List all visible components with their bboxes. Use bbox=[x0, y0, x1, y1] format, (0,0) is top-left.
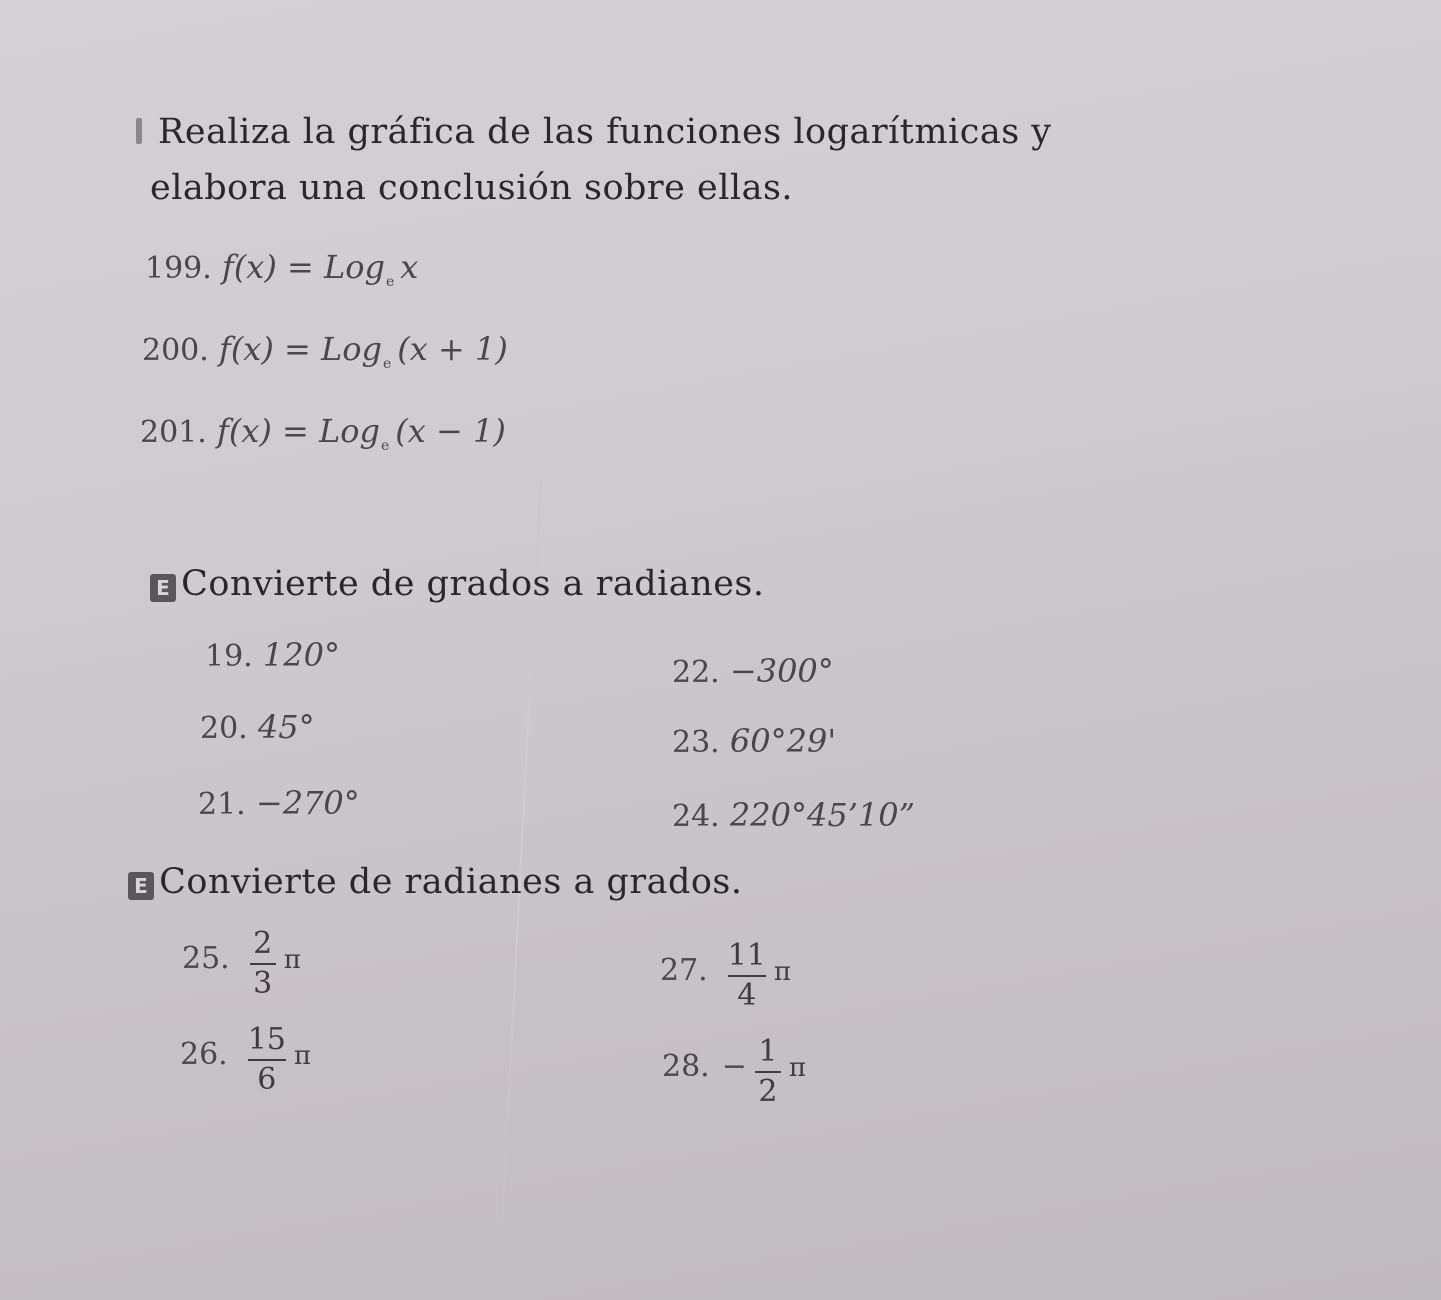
exercise-19 bbox=[205, 636, 340, 674]
exercise-number: 28. bbox=[662, 1049, 710, 1084]
exercise-number: 20. bbox=[200, 711, 248, 746]
sign: − bbox=[721, 1049, 747, 1084]
fraction bbox=[755, 1036, 781, 1107]
exercise-200 bbox=[142, 330, 508, 372]
exercise-number: 201. bbox=[140, 415, 207, 450]
angle-value: 60°29' bbox=[729, 722, 837, 760]
exercise-24 bbox=[672, 796, 915, 834]
exercise-28 bbox=[662, 1036, 806, 1107]
exercise-number: 26. bbox=[180, 1037, 228, 1072]
angle-value: 220°45’10” bbox=[729, 796, 915, 834]
section-badge: E bbox=[150, 574, 176, 602]
function-arg: (x + 1) bbox=[397, 330, 508, 368]
exercise-199 bbox=[145, 248, 418, 290]
fraction-bar bbox=[755, 1071, 781, 1073]
exercise-number: 200. bbox=[142, 333, 209, 368]
denominator: 4 bbox=[737, 977, 757, 1013]
exercise-20 bbox=[200, 708, 315, 746]
pi-symbol: π bbox=[788, 1053, 806, 1083]
denominator: 2 bbox=[758, 1073, 778, 1109]
function-lhs: f(x) = Log bbox=[218, 330, 382, 368]
exercise-number: 23. bbox=[672, 725, 720, 760]
exercise-number: 199. bbox=[145, 251, 212, 286]
fraction-bar bbox=[250, 963, 276, 965]
pi-symbol: π bbox=[283, 945, 301, 975]
exercise-201 bbox=[140, 412, 506, 454]
numerator: 1 bbox=[758, 1034, 778, 1069]
log-base: e bbox=[385, 274, 395, 290]
pi-symbol: π bbox=[293, 1041, 311, 1071]
denominator: 6 bbox=[257, 1061, 277, 1097]
rad-to-deg-heading bbox=[128, 862, 743, 902]
log-instruction-line2: elabora una conclusión sobre ellas. bbox=[150, 168, 794, 208]
log-base: e bbox=[382, 356, 392, 372]
exercise-21 bbox=[198, 784, 360, 822]
section-badge: E bbox=[128, 872, 154, 900]
exercise-number: 27. bbox=[660, 953, 708, 988]
angle-value: 120° bbox=[262, 636, 340, 674]
section-marker bbox=[136, 118, 142, 144]
exercise-number: 25. bbox=[182, 941, 230, 976]
function-lhs: f(x) = Log bbox=[216, 412, 380, 450]
rad-to-deg-instruction: Convierte de radianes a grados. bbox=[159, 862, 743, 902]
function-lhs: f(x) = Log bbox=[221, 248, 385, 286]
function-arg: (x − 1) bbox=[395, 412, 506, 450]
angle-value: −300° bbox=[729, 652, 834, 690]
exercise-25 bbox=[182, 928, 301, 999]
fraction-bar bbox=[248, 1059, 286, 1061]
exercise-number: 21. bbox=[198, 787, 246, 822]
pi-symbol: π bbox=[773, 957, 791, 987]
exercise-26 bbox=[180, 1024, 311, 1095]
denominator: 3 bbox=[253, 965, 273, 1001]
fraction bbox=[728, 940, 766, 1011]
exercise-number: 22. bbox=[672, 655, 720, 690]
fraction bbox=[248, 1024, 286, 1095]
fraction bbox=[250, 928, 276, 999]
exercise-27 bbox=[660, 940, 791, 1011]
numerator: 11 bbox=[727, 938, 766, 973]
exercise-number: 24. bbox=[672, 799, 720, 834]
numerator: 15 bbox=[247, 1022, 286, 1057]
log-base: e bbox=[380, 438, 390, 454]
log-instruction-line1: Realiza la gráfica de las funciones logarítmicas y bbox=[158, 112, 1052, 152]
angle-value: 45° bbox=[257, 708, 315, 746]
fraction-bar bbox=[728, 975, 766, 977]
deg-to-rad-instruction: Convierte de grados a radianes. bbox=[181, 564, 765, 604]
numerator: 2 bbox=[253, 926, 273, 961]
exercise-22 bbox=[672, 652, 834, 690]
function-arg: x bbox=[400, 248, 419, 286]
deg-to-rad-heading bbox=[150, 564, 765, 604]
angle-value: −270° bbox=[255, 784, 360, 822]
exercise-23 bbox=[672, 722, 836, 760]
exercise-number: 19. bbox=[205, 639, 253, 674]
